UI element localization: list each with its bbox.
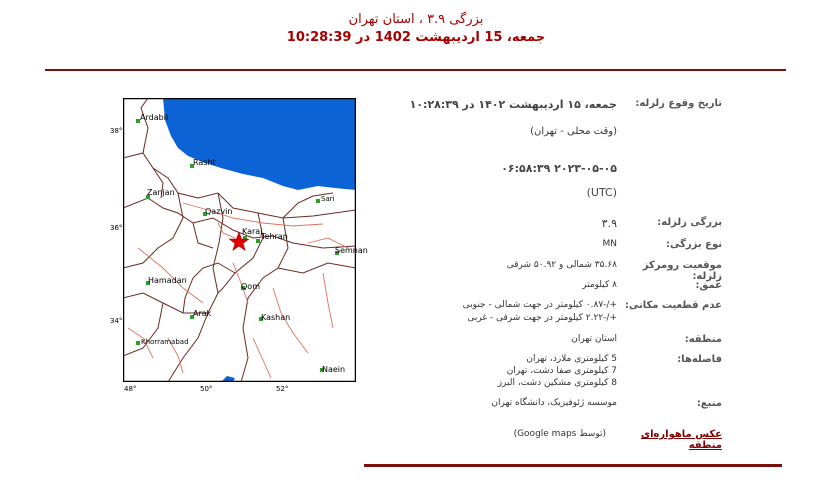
lon-label-50: 50° — [200, 385, 213, 393]
utc-note: (UTC) — [586, 186, 617, 199]
distance-line-1: 5 کیلومتری ملارد، تهران — [526, 354, 617, 364]
location-value: ۳۵.۶۸ شمالی و ۵۰.۹۲ شرقی — [506, 260, 617, 270]
city-label-karaj: Karaj — [242, 227, 263, 236]
bottom-divider — [364, 464, 782, 467]
distance-line-3: 8 کیلومتری مشکین دشت، البرز — [497, 378, 617, 388]
date-utc-value: ۲۰۲۳-۰۵-۰۵ ۰۶:۵۸:۳۹ — [501, 162, 617, 175]
city-label-ardabil: Ardabil — [140, 113, 169, 122]
city-label-zanjan: Zanjan — [147, 188, 175, 197]
region-value: استان تهران — [571, 334, 617, 344]
city-label-semnan: Semnan — [335, 246, 368, 255]
uncertainty-ns-value: +/-۰.۸۷ کیلومتر در جهت شمالی - جنوبی — [462, 300, 617, 310]
local-time-note: (وقت محلی - تهران) — [530, 126, 617, 137]
magnitude-value: ۳.۹ — [601, 217, 617, 230]
header-datetime-title: جمعه، 15 اردیبهشت 1402 در 10:28:39 — [286, 30, 546, 45]
city-label-hamadan: Hamadan — [148, 276, 187, 285]
depth-label: عمق: — [695, 280, 722, 291]
city-label-tehran: Tehran — [261, 232, 288, 241]
source-label: منبع: — [696, 398, 722, 409]
uncertainty-label: عدم قطعیت مکانی: — [624, 300, 722, 311]
header-magnitude-title: بزرگی ۳.۹ ، استان تهران — [348, 12, 484, 27]
lat-label-36: 36° — [110, 224, 123, 232]
region-label: منطقه: — [684, 334, 722, 345]
distances-label: فاصله‌ها: — [677, 354, 722, 365]
distance-line-2: 7 کیلومتری صفا دشت، تهران — [506, 366, 617, 376]
city-label-khorramabad: Khorramabad — [141, 338, 189, 346]
city-label-arak: Arak — [193, 309, 212, 318]
magnitude-type-label: نوع بزرگی: — [665, 239, 722, 250]
map-overlay — [110, 98, 368, 393]
date-label: تاریخ وقوع زلزله: — [635, 98, 722, 109]
city-dot-tehran — [256, 239, 260, 243]
satellite-image-link[interactable]: عکس ماهواره‌ای منطقه — [640, 429, 722, 451]
city-label-qazvin: Qazvin — [205, 207, 233, 216]
magnitude-type-value: MN — [602, 239, 617, 249]
top-divider — [45, 69, 786, 71]
date-local-value: جمعه، ۱۵ اردیبهشت ۱۴۰۲ در ۱۰:۲۸:۳۹ — [409, 98, 617, 111]
source-value: موسسه ژئوفیزیک، دانشگاه تهران — [491, 398, 617, 408]
lat-label-38: 38° — [110, 127, 123, 135]
city-dot-khorramabad — [136, 341, 140, 345]
uncertainty-ew-value: +/-۲.۲۲ کیلومتر در جهت شرقی - غربی — [467, 313, 617, 323]
location-label: موقعیت رومرکز زلزله: — [642, 260, 722, 282]
depth-value: ۸ کیلومتر — [582, 280, 617, 290]
city-label-qom: Qom — [241, 282, 260, 291]
lon-label-48: 48° — [124, 385, 137, 393]
lat-label-34: 34° — [110, 317, 123, 325]
city-label-sari: Sari — [321, 195, 335, 203]
city-dot-sari — [316, 199, 320, 203]
city-label-naein: Naein — [322, 365, 346, 374]
city-label-kashan: Kashan — [261, 313, 291, 322]
magnitude-label: بزرگی زلزله: — [657, 217, 722, 228]
satellite-link-note: (توسط Google maps) — [513, 429, 606, 439]
lon-label-52: 52° — [276, 385, 289, 393]
city-label-rasht: Rasht — [193, 158, 216, 167]
